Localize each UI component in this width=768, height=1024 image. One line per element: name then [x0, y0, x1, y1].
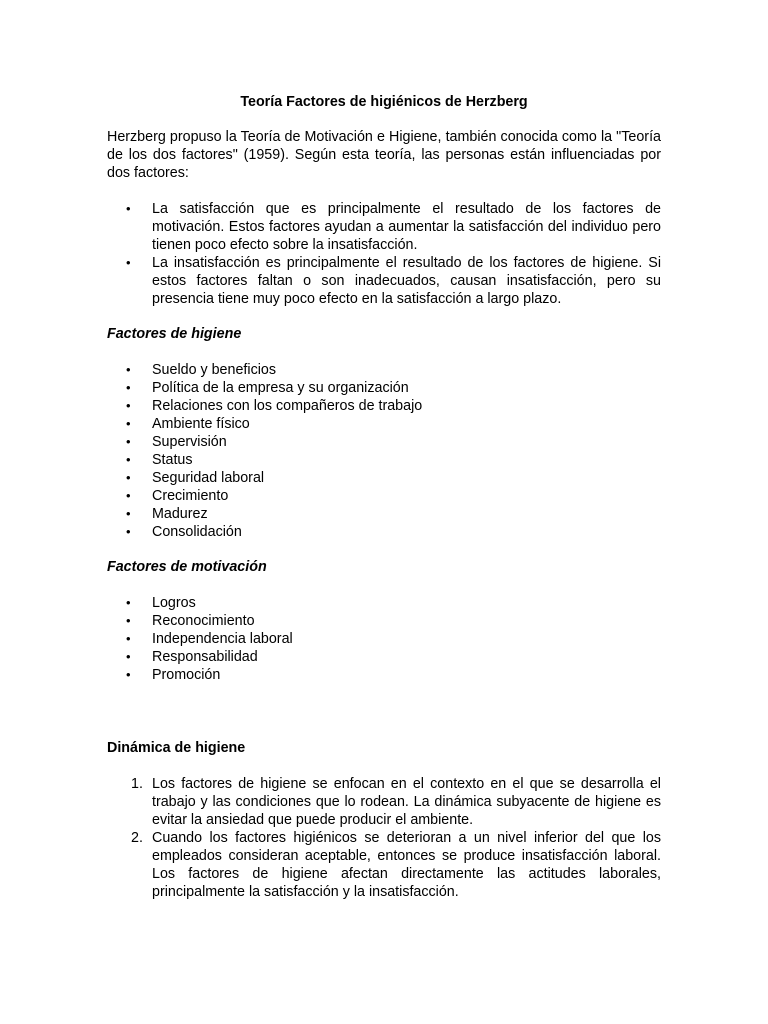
hygiene-list [107, 361, 661, 541]
document-title: Teoría Factores de higiénicos de Herzberg [240, 94, 528, 110]
list-item: • Reconocimiento [107, 612, 661, 630]
list-item: • Crecimiento [107, 487, 661, 505]
dynamics-list [107, 775, 661, 901]
document-page [107, 93, 661, 901]
list-number: 2. [131, 830, 143, 846]
list-item: • Independencia laboral [107, 630, 661, 648]
list-item: • Ambiente físico [107, 415, 661, 433]
list-item: • Status [107, 451, 661, 469]
list-text: Cuando los factores higiénicos se deterioran a un nivel inferior del que los empleados consideran aceptable, entonces se produce insatisfacción laboral. Los factores de higiene afectan directamente las actitudes laborales, principalmente la satisfacción y la insatisfacción. [152, 830, 661, 900]
list-item: • Sueldo y beneficios [107, 361, 661, 379]
intro-paragraph: Herzberg propuso la Teoría de Motivación e Higiene, también conocida como la "Teoría de los dos factores" (1959). Según esta teoría, las personas están influenciadas por dos factores: [107, 129, 661, 181]
principles-list [107, 200, 661, 308]
list-item: • Consolidación [107, 523, 661, 541]
motivation-heading: Factores de motivación [107, 559, 267, 575]
list-item: • Política de la empresa y su organización [107, 379, 661, 397]
list-item: • La satisfacción que es principalmente el resultado de los factores de motivación. Estos factores ayudan a aumentar la satisfacción del individuo pero tienen poco efecto sobre la insatisfacción. [107, 200, 661, 254]
list-item [107, 775, 661, 829]
list-item: • Relaciones con los compañeros de trabajo [107, 397, 661, 415]
list-item: • Madurez [107, 505, 661, 523]
hygiene-heading: Factores de higiene [107, 326, 242, 342]
list-item: • Logros [107, 594, 661, 612]
list-item: • Supervisión [107, 433, 661, 451]
list-item: • La insatisfacción es principalmente el resultado de los factores de higiene. Si estos factores faltan o son inadecuados, causan insatisfacción, pero su presencia tiene muy poco efecto en la satisfacción a largo plazo. [107, 254, 661, 308]
list-item: • Seguridad laboral [107, 469, 661, 487]
motivation-list [107, 594, 661, 684]
list-item [107, 829, 661, 901]
list-item: • Promoción [107, 666, 661, 684]
list-number: 1. [131, 776, 143, 792]
list-text: Los factores de higiene se enfocan en el contexto en el que se desarrolla el trabajo y las condiciones que lo rodean. La dinámica subyacente de higiene es evitar la ansiedad que puede producir el ambiente. [152, 776, 661, 828]
list-item: • Responsabilidad [107, 648, 661, 666]
dynamics-heading: Dinámica de higiene [107, 740, 246, 756]
